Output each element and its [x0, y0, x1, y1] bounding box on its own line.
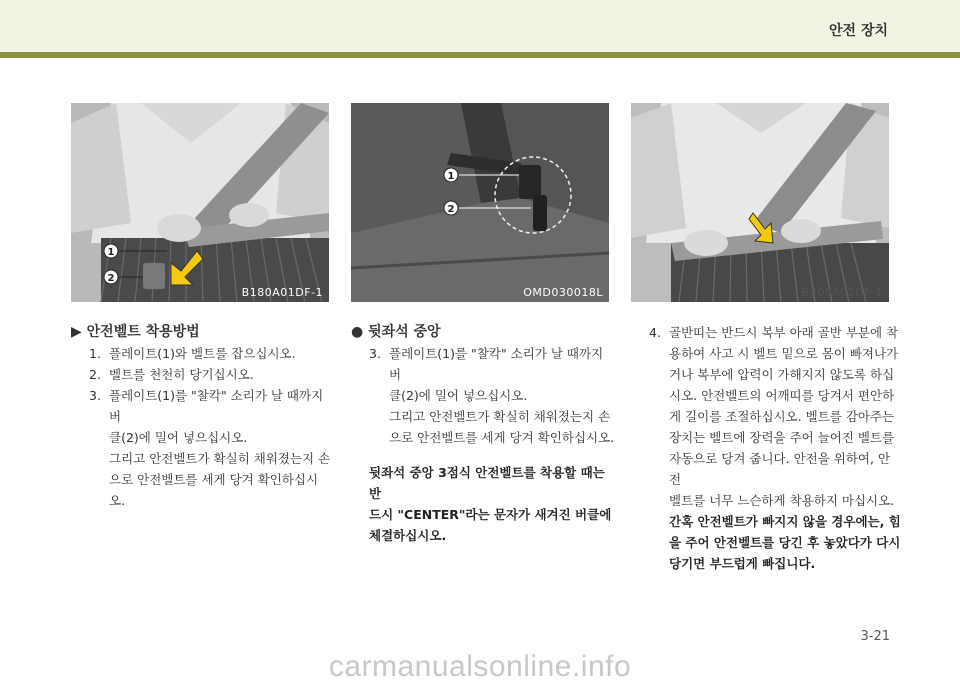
illustration-lap-belt: [631, 103, 889, 302]
page-header: [0, 0, 960, 52]
step-4-bold-3: 당기면 부드럽게 빠집니다.: [669, 556, 816, 571]
header-rule: [0, 52, 960, 58]
figure-rear-center-seat: [351, 103, 609, 302]
callout-1: 1: [107, 247, 115, 258]
watermark: carmanualsonline.info: [328, 650, 632, 683]
step-3-extra-2: 으로 안전벨트를 세게 당겨 확인하십시오.: [109, 472, 319, 508]
step-4-line-5: 게 길이를 조절하십시오. 벨트를 감아주는: [669, 409, 895, 424]
section-heading: ▶ 안전벨트 착용방법: [71, 324, 200, 340]
figure-code: OMD030018L: [523, 286, 603, 299]
step-3-extra-1: 그리고 안전벨트가 확실히 채워졌는지 손: [109, 451, 331, 466]
text-column-1: [71, 322, 333, 511]
step-3: 3. 플레이트(1)를 "찰칵" 소리가 날 때까지 버: [369, 346, 604, 382]
figure-buckling-belt: [71, 103, 329, 302]
text-column-2: [351, 322, 617, 546]
callout-2: 2: [447, 204, 455, 215]
step-3-line-2: 클(2)에 밀어 넣으십시오.: [109, 430, 248, 445]
step-4-line-2: 용하여 사고 시 벨트 밑으로 몸이 빠져나가: [669, 346, 899, 361]
step-2: 2. 벨트를 천천히 당기십시오.: [89, 367, 254, 382]
text-column-3: [649, 322, 901, 574]
step-4-line-3: 거나 복부에 압력이 가해지지 않도록 하십: [669, 367, 895, 382]
step-4-line-7: 자동으로 당겨 줍니다. 안전을 위하여, 안전: [669, 451, 891, 487]
step-1: 1. 플레이트(1)와 벨트를 잡으십시오.: [89, 346, 296, 361]
step-4-bold-2: 을 주어 안전벨트를 당긴 후 놓았다가 다시: [669, 535, 901, 550]
illustration-rear-center-buckle: [351, 103, 609, 302]
step-4-line-6: 장치는 벨트에 장력을 주어 늘어진 벨트를: [669, 430, 895, 445]
note-line-1: 뒷좌석 중앙 3점식 안전벨트를 착용할 때는 반: [369, 465, 605, 501]
step-3-extra-2: 으로 안전벨트를 세게 당겨 확인하십시오.: [389, 430, 615, 445]
illustration-seatbelt-buckle: [71, 103, 329, 302]
step-3-extra-1: 그리고 안전벨트가 확실히 채워졌는지 손: [389, 409, 611, 424]
step-4: 4. 골반띠는 반드시 복부 아래 골반 부분에 착: [649, 325, 899, 340]
figure-lap-belt-position: [631, 103, 889, 302]
section-heading: ● 뒷좌석 중앙: [351, 324, 441, 340]
callout-1: 1: [447, 171, 455, 182]
figure-code: B200A02DF-1: [801, 286, 883, 299]
callout-2: 2: [107, 273, 115, 284]
section-title: 안전 장치: [829, 23, 888, 39]
step-4-bold-1: 간혹 안전벨트가 빠지지 않을 경우에는, 힘: [669, 514, 901, 529]
note-line-2: 드시 "CENTER"라는 문자가 새겨진 버클에: [369, 507, 612, 522]
step-4-line-8: 벨트를 너무 느슨하게 착용하지 마십시오.: [669, 493, 895, 508]
figure-code: B180A01DF-1: [241, 286, 323, 299]
step-4-line-4: 시오. 안전벨트의 어깨띠를 당겨서 편안하: [669, 388, 895, 403]
step-3-line-2: 클(2)에 밀어 넣으십시오.: [389, 388, 528, 403]
note-line-3: 체결하십시오.: [369, 528, 447, 543]
step-3: 3. 플레이트(1)를 "찰칵" 소리가 날 때까지 버: [89, 388, 324, 424]
page-number: 3-21: [860, 629, 890, 644]
